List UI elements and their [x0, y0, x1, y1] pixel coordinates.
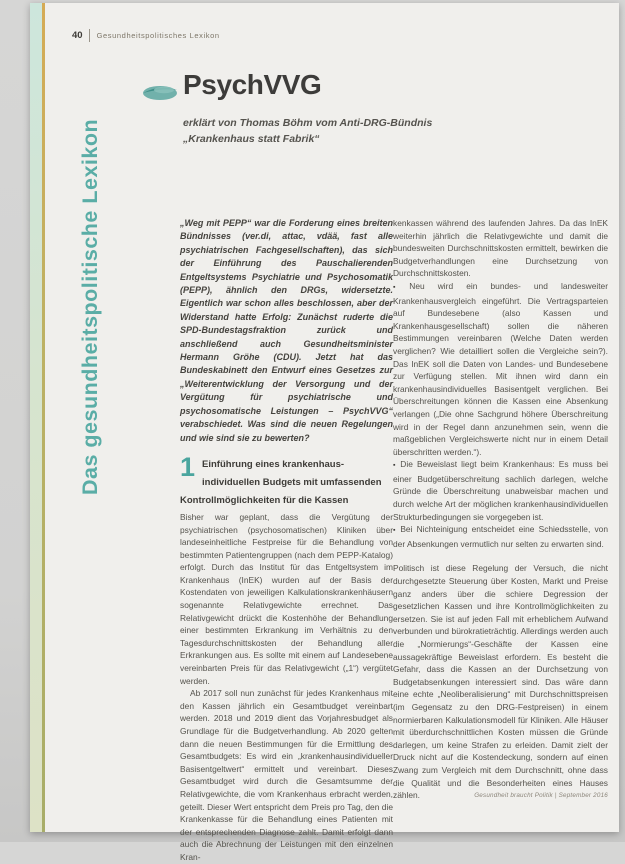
intro-paragraph: „Weg mit PEPP“ war die Forderung eines breiten Bündnisses (ver.di, attac, vdää, fast alle psychiatrischen Fachgesellschaften), das sich der Einführung des Pauschalierenden Entgeltsystems Psychiatrie und Psychosomatik (PEPP), ähnlich den DRGs, widersetzte. Eigentlich war schon alles beschlossen, aber der Widerstand hatte Erfolg: Zunächst ruderte die SPD-Bundestagsfraktion zurück und anschließend auch Gesundheitsminister Hermann Gröhe (CDU). Jetzt hat das Bundeskabinett den Entwurf eines Gesetzes zur „Weiterentwicklung der Versorgung und der Vergütung für psychiatrische und psychosomatische Leistungen – PsychVVG“ verabschiedet. Was sind die neuen Regelungen und wie sind sie zu bewerten? — [180, 218, 393, 443]
text-column-right — [393, 217, 608, 802]
header-section-label: Gesundheitspolitisches Lexikon — [96, 31, 220, 40]
closing-paragraph: Politisch ist diese Regelung der Versuch, die nicht durchgesetzte Steuerung über Kosten, Markt und Preise ganz anders über die schiere Degression der gesetzlichen Kassen und ihre Kontrollmöglichkeiten zu ersetzen. Sie ist auf jeden Fall mit erheblichem Aufwand verbunden und bürokratieträchtig. Allerdings werden auch die „Normierungs“-Geschäfte der Kassen eine aussagekräftige Beweislast erfordern. Es besteht die Gefahr, dass die Kassen an der Durchsetzung von Budgetabsenkungen interessiert sind. Das wäre dann eine echte „Neoliberalisierung“ mit Durchschnittspreisen (im Gegensatz zu den DRG-Festpreisen) in einem normierbaren Kalkulationsmodell für Kliniken. Alle Häuser mit überdurchschnittlichen Kosten müssen die Gründe darlegen, um keine Strafen zu erleiden. Damit zielt der Druck nicht auf die Kostendeckung, sondern auf einen Zwang zum Vergleich mit dem Durchschnitt, ohne dass die Qualität und die Besonderheiten eines Hauses zählen. — [393, 563, 608, 801]
magazine-page — [30, 3, 619, 862]
page-edge-olive-line — [42, 3, 45, 832]
body-paragraph-continuation: kenkassen während des laufenden Jahres. Da das InEK weiterhin jährlich die Relativgewichte und damit die bundesweiten Durchschnittskosten ermittelt, bewirken die Budgetverhandlungen eine Durchsetzung von Durchschnittskosten. — [393, 218, 608, 279]
section-1-heading — [180, 454, 393, 508]
bullet-text: Bei Nichteinigung entscheidet eine Schiedsstelle, von der Absenkungen vermutlich nur selten zu erwarten sind. — [393, 524, 608, 549]
section-1-title: Einführung eines krankenhausindividuellen Budgets mit umfassenden Kontrollmöglichkeiten für die Kassen — [180, 458, 382, 506]
bullet-item — [393, 523, 608, 550]
header-divider — [89, 29, 90, 42]
page-footer: Gesundheit braucht Politik | September 2016 — [474, 792, 608, 799]
page-number: 40 — [72, 30, 83, 41]
bullet-square-icon: ▪ — [393, 462, 398, 470]
subtitle-line-1: erklärt von Thomas Böhm vom Anti-DRG-Bündnis — [183, 117, 433, 129]
bullet-item — [393, 458, 608, 523]
bullet-square-icon: ▪ — [393, 283, 407, 291]
sidebar-vertical-title: Das gesundheitspolitische Lexikon — [78, 118, 102, 495]
article-subtitle — [183, 115, 483, 147]
page-edge-mint-strip — [30, 3, 42, 832]
subtitle-line-2: „Krankenhaus statt Fabrik“ — [183, 133, 320, 145]
psychvvg-swoosh-icon — [140, 80, 180, 104]
page-header — [72, 29, 220, 42]
bullet-square-icon: ▪ — [393, 527, 398, 535]
bullet-item — [393, 280, 608, 458]
text-column-left — [180, 217, 393, 864]
body-paragraph: Ab 2017 soll nun zunächst für jedes Krankenhaus mit den Kassen jährlich ein Gesamtbudget vereinbart werden. 2018 und 2019 dient das Vorjahresbudget als Grundlage für die Budgetverhandlung. Ab 2020 gelten dann die neuen Bestimmungen für die Ermittlung des Gesamtbudgets: Es wird ein „krankenhausindividueller Basisentgeltwert“ ermittelt und vereinbart. Dieses Gesamtbudget wird durch die Gesamtsumme der Relativgewichte, die vom Krankenhaus erbracht werden, geteilt. Dieser Wert entspricht dem Preis pro Tag, den die Krankenkasse für die Behandlung eines Patienten mit der entsprechenden Diagnose zahlt. Damit erfolgt dann auch die Abrechnung der Leistungen mit den einzelnen Kran- — [180, 688, 393, 862]
section-1-number: 1 — [180, 453, 196, 482]
bullet-text: Neu wird ein bundes- und landesweiter Krankenhausvergleich eingeführt. Die Vertragsparteien auf Bundesebene (also Kassen und Krankenhausgesellschaft) sollen die näheren Bestimmungen vereinbaren (Welche Daten werden verglichen? Wie detailliert sollen die Vergleiche sein?). Das InEK soll die Daten von Landes- und Bundesebene zur Verfügung stellen. Mit ihnen wird dann ein krankenhausindividuelles Basisentgelt verglichen. Bei Überschreitungen können die Kassen eine Absenkung verlangen („Die ohne Sachgrund höhere Überschreitung wird in der Regel dann anzunehmen sein, wenn die maßgeblichen Vergleichswerte nicht nur in einem Detail überschritten werden.“). — [393, 280, 609, 457]
article-title: PsychVVG — [183, 69, 322, 100]
body-paragraph: Bisher war geplant, dass die Vergütung der psychiatrischen (psychosomatischen) Kliniken über landeseinheitliche Festpreise für die Behandlung von bestimmten Patientengruppen (nach dem PEPP-Katalog) erfolgt. Durch das Institut für das Entgeltsystem im Krankenhaus (InEK) wurden auf der Basis der Kostendaten von jeweiligen Kalkulationskrankenhäusern sogenannte Relativgewichte errechnet. Das Relativgewicht drückt die Kostenhöhe der Behandlung einer bestimmten Erkrankung im Verhältnis zu den Tagesdurchschnittskosten der Behandlung aller Erkrankungen aus. Es sollte mit einem auf Landesebene vereinbarten Preis für das Relativgewicht („1“) vergütet werden. — [180, 511, 393, 686]
bullet-text: Die Beweislast liegt beim Krankenhaus: Es muss bei einer Budgetüberschreitung sachlich darlegen, welche Gründe die Überschreitung unabweisbar machen und durch welche Art der möglichen krankenhausindividuellen Strukturbedingungen sie vorgegeben ist. — [393, 459, 608, 522]
